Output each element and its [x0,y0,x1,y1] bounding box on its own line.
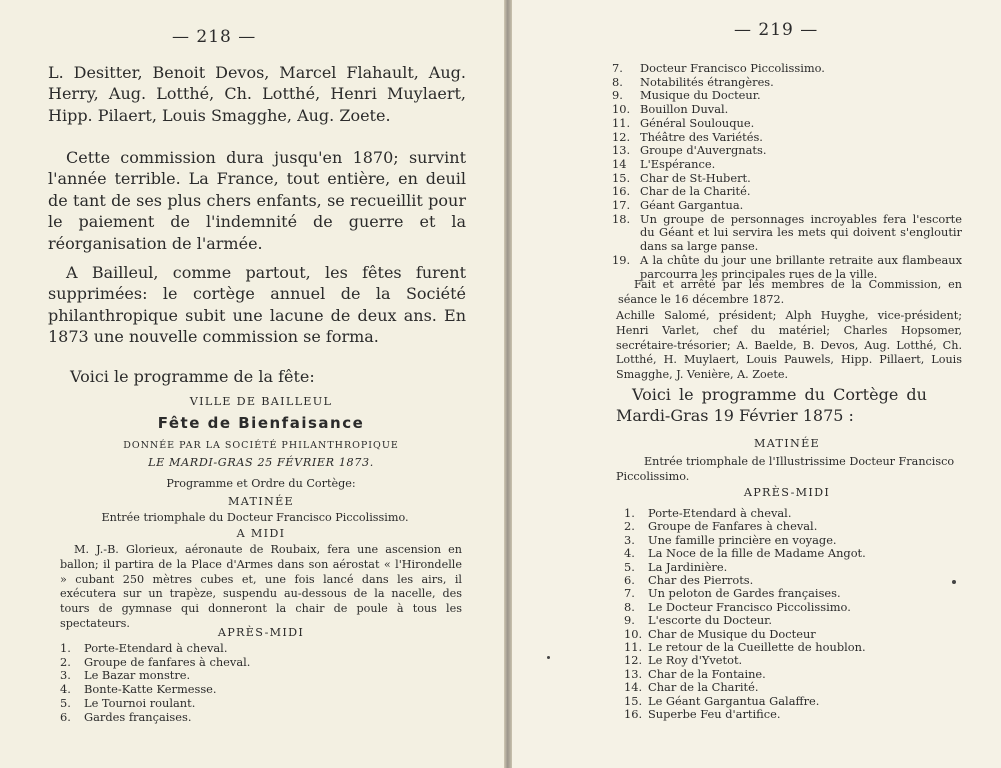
list-item: 2. Groupe de Fanfares à cheval. [624,519,818,534]
list-item: 16. Superbe Feu d'artifice. [624,707,781,722]
list-item: 12. Théâtre des Variétés. [612,129,763,144]
list-item: 9. L'escorte du Docteur. [624,613,772,628]
program-order-title: Programme et Ordre du Cortège: [166,477,356,490]
list-item: 16. Char de la Charité. [612,184,751,199]
program-town: VILLE DE BAILLEUL [189,395,333,408]
ink-speck [952,580,956,584]
list-item: 3. Une famille princière en voyage. [624,532,837,547]
list-item: 13. Groupe d'Auvergnats. [612,143,767,158]
list-item: 15. Char de St-Hubert. [612,170,751,185]
paragraph: L. Desitter, Benoit Devos, Marcel Flahault, Aug. Herry, Aug. Lotthé, Ch. Lotthé, Henri Muylaert, Hipp. Pilaert, Louis Smagghe, Aug. Zoete. [48,63,466,125]
right-page [512,0,1001,768]
program-list-1875 [624,507,866,722]
list-item: 6. Gardes françaises. [60,709,192,724]
list-item: 5. Le Tournoi roulant. [60,695,196,710]
list-item: 14 L'Espérance. [612,156,716,171]
intro-1875: Voici le programme du Cortège du [632,385,927,404]
noon-text: M. J.-B. Glorieux, aéronaute de Roubaix, fera une ascension en ballon; il partira de la Place d'Armes dans son aérostat « l'Hirondelle » cubant 250 mètres cubes et, une fois lancé dans les airs, il exécutera sur un trapèze, suspendu au-dessous de la nacelle, des tours de gymnase qui donneront la chair de poule à tous les spectateurs. [60,543,462,630]
list-item: 1. Porte-Etendard à cheval. [60,641,228,655]
list-item: 6. Char des Pierrots. [624,573,754,588]
list-item: 11. Général Soulouque. [612,115,755,130]
list-item: 8. Notabilités étrangères. [612,74,774,89]
program-date: LE MARDI-GRAS 25 FÉVRIER 1873. [148,456,374,469]
morning-entry: Entrée triomphale du Docteur Francisco Piccolissimo. [101,511,409,524]
book-gutter [504,0,512,768]
morning-entry: Entrée triomphale de l'Illustrissime Docteur Francisco Piccolissimo. [616,455,955,483]
list-item: 7. Docteur Francisco Piccolissimo. [612,61,825,75]
list-item: 15. Le Géant Gargantua Galaffre. [624,693,820,708]
paragraph: Voici le programme de la fête: [70,367,315,386]
list-item: 4. Bonte-Katte Kermesse. [60,682,217,697]
list-item: 10. Char de Musique du Docteur [624,626,816,641]
list-item: 14. Char de la Charité. [624,680,759,695]
list-item: 5. La Jardinière. [624,559,728,574]
morning-heading: MATINÉE [227,495,295,508]
list-item: 11. Le retour de la Cueillette de houblon. [624,640,866,655]
list-item: 13. Char de la Fontaine. [624,666,766,681]
list-item: 3. Le Bazar monstre. [60,668,191,683]
list-item: 4. La Noce de la fille de Madame Angot. [624,546,866,561]
page-number: — 218 — [172,27,257,47]
page-number: — 219 — [734,20,819,40]
program-given-by: DONNÉE PAR LA SOCIÉTÉ PHILANTHROPIQUE [123,440,399,451]
list-item: 10. Bouillon Duval. [612,102,729,117]
list-item: 9. Musique du Docteur. [612,88,761,103]
afternoon-heading: APRÈS-MIDI [743,486,831,499]
signatories: Achille Salomé, président; Alph Huyghe, vice-président; Henri Varlet, chef du matériel; Charles Hopsomer, secrétaire-trésorier; A. Baelde, B. Devos, Aug. Lotthé, Ch. Lotthé, H. Muylaert, Louis Pauwels, Hipp. Pillaert, Louis Smagghe, J. Venière, A. Zoete. [616,309,962,382]
decree: Fait et arrêté par les membres de la Commission, en séance le 16 décembre 1872. [618,278,962,306]
afternoon-heading: APRÈS-MIDI [217,626,305,639]
ink-speck [547,656,550,659]
morning-heading: MATINÉE [753,437,821,450]
noon-heading: A MIDI [236,527,286,540]
program-list-continued [612,62,962,281]
list-item: 2. Groupe de fanfares à cheval. [60,654,251,669]
paragraph: A Bailleul, comme partout, les fêtes furent supprimées: le cortège annuel de la Société philanthropique subit une lacune de deux ans. En 1873 une nouvelle commission se forma. [48,263,466,347]
list-item: 17. Géant Gargantua. [612,198,744,213]
program-list [60,642,250,724]
list-item: 18. Un groupe de personnages incroyables fera l'escorte du Géant et lui servira les mets qui doivent s'engloutir dans sa large panse. [612,211,962,254]
list-item: 8. Le Docteur Francisco Piccolissimo. [624,599,851,614]
paragraph: Cette commission dura jusqu'en 1870; survint l'année terrible. La France, tout entière, en deuil de tant de ses plus chers enfants, se recueillit pour le paiement de l'indemnité de guerre et la réorganisation de l'armée. [48,148,466,253]
list-item: 19. A la chûte du jour une brillante retraite aux flambeaux parcourra les principales rues de la ville. [612,252,962,281]
list-item: 1. Porte-Etendard à cheval. [624,506,792,520]
intro-1875-date: Mardi-Gras 19 Février 1875 : [616,406,854,425]
program-festival: Fête de Bienfaisance [157,414,365,432]
list-item: 7. Un peloton de Gardes françaises. [624,586,841,601]
list-item: 12. Le Roy d'Yvetot. [624,653,743,668]
